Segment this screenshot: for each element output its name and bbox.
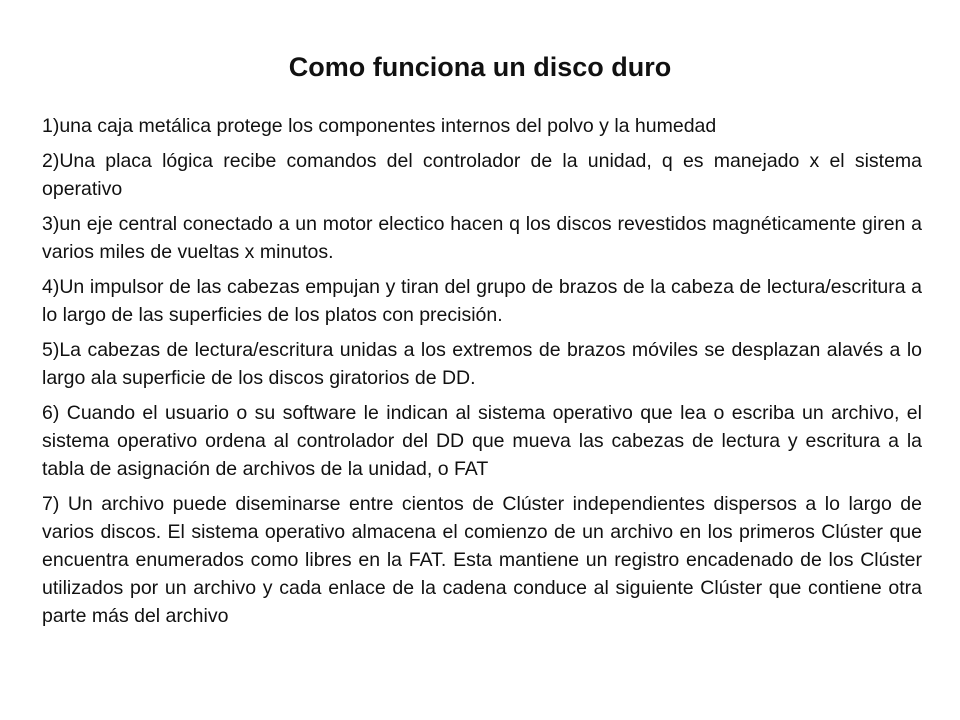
paragraph-5: 5)La cabezas de lectura/escritura unidas a los extremos de brazos móviles se desplazan alavés a lo largo ala superficie de los discos giratorios de DD. xyxy=(42,339,922,389)
slide-body xyxy=(42,112,922,637)
paragraph-6: 6) Cuando el usuario o su software le indican al sistema operativo que lea o escriba un archivo, el sistema operativo ordena al controlador del DD que mueva las cabezas de lectura y escritura a la tabla de asignación de archivos de la unidad, o FAT xyxy=(42,402,922,480)
paragraph-4: 4)Un impulsor de las cabezas empujan y tiran del grupo de brazos de la cabeza de lectura/escritura a lo largo de las superficies de los platos con precisión. xyxy=(42,276,922,326)
paragraph-3: 3)un eje central conectado a un motor electico hacen q los discos revestidos magnéticamente giren a varios miles de vueltas x minutos. xyxy=(42,213,922,263)
paragraph-1: 1)una caja metálica protege los componentes internos del polvo y la humedad xyxy=(42,115,717,137)
paragraph-7: 7) Un archivo puede diseminarse entre cientos de Clúster independientes dispersos a lo largo de varios discos. El sistema operativo almacena el comienzo de un archivo en los primeros Clúster que encuentra enumerados como libres en la FAT. Esta mantiene un registro encadenado de los Clúster utilizados por un archivo y cada enlace de la cadena conduce al siguiente Clúster que contiene otra parte más del archivo xyxy=(42,493,922,627)
slide-title: Como funciona un disco duro xyxy=(288,52,672,82)
paragraph-2: 2)Una placa lógica recibe comandos del controlador de la unidad, q es manejado x el sistema operativo xyxy=(42,150,922,200)
